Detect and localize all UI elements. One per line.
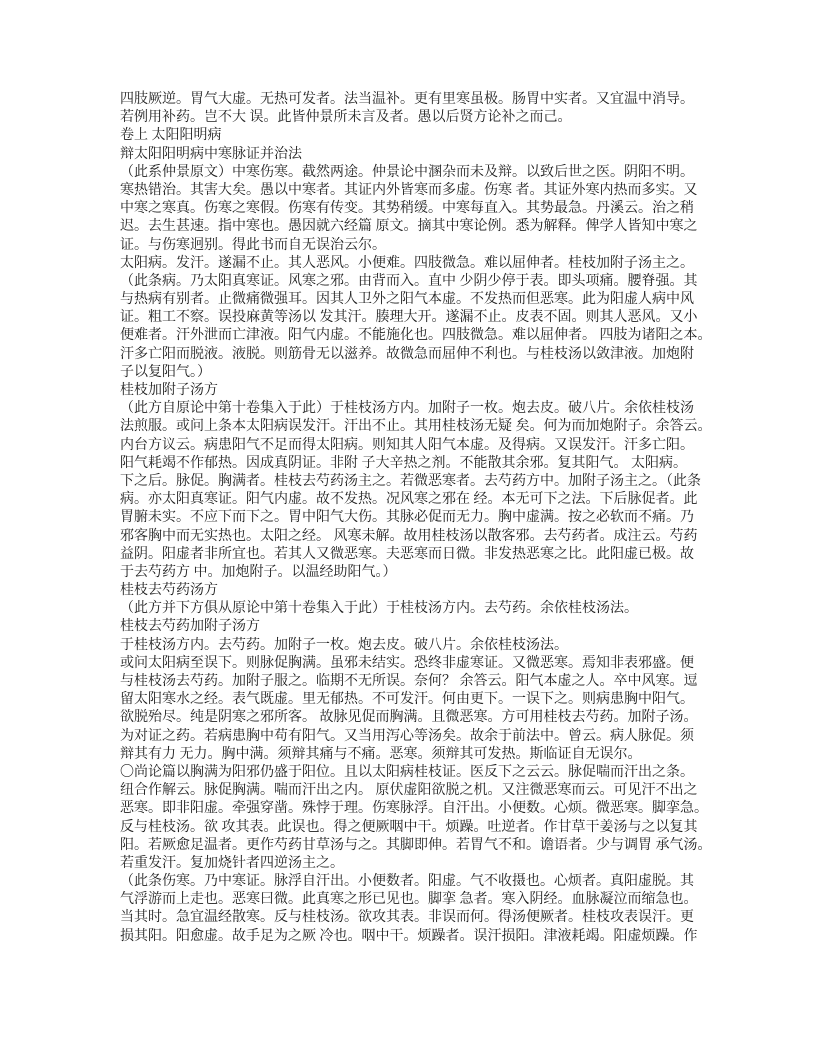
text-line: 太阳病。发汗。遂漏不止。其人恶风。小便难。四肢微急。难以屈伸者。桂枝加附子汤主之。 [120,255,694,271]
text-line: 寒热错治。其害大矣。愚以中寒者。其证内外皆寒而多虚。伤寒 者。其证外寒内热而多实。又 [120,182,698,198]
text-line: （此条伤寒。乃中寒证。脉浮自汗出。小便数者。阳虚。气不收摄也。心烦者。真阳虚脱。其 [120,874,694,890]
text-line: 法煎服。或问上条本太阳病误发汗。汗出不止。其用桂枝汤无疑 矣。何为而加炮附子。余答云。 [120,419,712,435]
text-line: 或问太阳病至误下。则脉促胸满。虽邪未结实。恐终非虚寒证。又微恶寒。焉知非表邪盛。便 [120,655,694,671]
text-line: 卷上 太阳阳明病 [120,128,222,144]
text-line: 证。与伤寒迥别。得此书而自无误治云尔。 [120,237,386,253]
text-line: 下之后。脉促。胸满者。桂枝去芍药汤主之。若微恶寒者。去芍药方中。加附子汤主之。（此条 [120,473,701,489]
text-line: 于去芍药方 中。加炮附子。以温经助阳气。） [120,564,397,580]
text-line: 损其阳。阳愈虚。故手足为之厥 冷也。咽中干。烦躁者。误汗损阳。津液耗竭。阳虚烦躁。作 [120,928,698,944]
text-line: 阳。若厥愈足温者。更作芍药甘草汤与之。其脚即伸。若胃气不和。谵语者。少与调胃 承气汤。 [120,837,712,853]
text-line: 便难者。汗外泄而亡津液。阳气内虚。不能施化也。四肢微急。难以屈伸者。 四肢为诸阳之本。 [120,328,712,344]
text-line: 与热病有别者。止微痛微强耳。因其人卫外之阳气本虚。不发热而但恶寒。此为阳虚人病中风 [120,292,694,308]
text-line: 阳气耗竭不作郁热。因成真阴证。非附 子大辛热之剂。不能散其余邪。复其阳气。 太阳病。 [120,455,687,471]
text-line: 病。亦太阳真寒证。阳气内虚。故不发热。况风寒之邪在 经。本无可下之法。下后脉促者。此 [120,492,698,508]
text-line: 留太阳寒水之经。表气既虚。里无郁热。不可发汗。何由更下。一误下之。则病患胸中阳气。 [120,692,694,708]
text-line: 若例用补药。岂不大 误。此皆仲景所未言及者。愚以后贤方论补之而己。 [120,110,572,126]
text-line: 桂枝去芍药汤方 [120,583,218,599]
text-line: 纽合作解云。脉促胸满。喘而汗出之内。 原伏虚阳欲脱之机。又注微恶寒而云。可见汗不出之 [120,783,698,799]
text-line: （此方自原论中第十卷集入于此）于桂枝汤方内。加附子一枚。炮去皮。破八片。余依桂枝汤 [120,401,694,417]
text-line: （此条病。乃太阳真寒证。风寒之邪。由背而入。直中 少阴少停于表。即头项痛。腰脊强。其 [120,273,698,289]
text-line: 子以复阳气。） [120,364,211,380]
text-line: 为对证之药。若病患胸中苟有阳气。又当用泻心等汤矣。故余于前法中。曾云。病人脉促。须 [120,728,694,744]
text-line: 迟。去生甚速。指中寒也。愚因就六经篇 原文。摘其中寒论例。悉为解释。俾学人皆知中寒之 [120,219,698,235]
text-line: 四肢厥逆。胃气大虚。无热可发者。法当温补。更有里寒虽极。肠胃中实者。又宜温中消导。 [120,92,694,107]
text-line: 恶寒。即非阳虚。牵强穿凿。殊悖于理。伤寒脉浮。自汗出。小便数。心烦。微恶寒。脚挛急。 [120,801,708,817]
text-line: 反与桂枝汤。欲 攻其表。此误也。得之便厥咽中干。烦躁。吐逆者。作甘草干姜汤与之以复其 [120,819,698,835]
text-line: 当其时。急宜温经散寒。反与桂枝汤。欲攻其表。非误而何。得汤便厥者。桂枝攻表误汗。更 [120,910,694,926]
text-line: 于桂枝汤方内。去芍药。加附子一枚。炮去皮。破八片。余依桂枝汤法。 [120,637,568,653]
text-line: 胃腑未实。不应下而下之。胃中阳气大伤。其脉必促而无力。胸中虚满。按之必软而不痛。乃 [120,510,694,526]
text-line: （此方并下方俱从原论中第十卷集入于此）于桂枝汤方内。去芍药。余依桂枝汤法。 [120,601,638,617]
text-line: 中寒之寒真。伤寒之寒假。伤寒有传变。其势稍缓。中寒每直入。其势最急。丹溪云。治之稍 [120,201,694,217]
text-line: 桂枝去芍药加附子汤方 [120,619,260,635]
text-line: 辩其有力 无力。胸中满。须辩其痛与不痛。恶寒。须辩其可发热。斯临证自无误尔。 [120,746,642,762]
text-line: 气浮游而上走也。恶寒曰微。此真寒之形已见也。脚挛 急者。寒入阴经。血脉凝泣而缩急也。 [120,892,698,908]
text-line: 证。粗工不察。误投麻黄等汤以 发其汗。腠理大开。遂漏不止。皮表不固。则其人恶风。又小 [120,310,698,326]
text-line: 辩太阳阳明病中寒脉证并治法 [120,146,302,162]
text-line: 〇尚论篇以胸满为阳邪仍盛于阳位。且以太阳病桂枝证。医反下之云云。脉促喘而汗出之条。 [120,764,694,780]
text-line: 若重发汗。复加烧针者四逆汤主之。 [120,855,344,871]
text-line: 益阴。阳虚者非所宜也。若其人又微恶寒。夫恶寒而日微。非发热恶寒之比。此阳虚已极。故 [120,546,694,562]
text-line: 邪客胸中而无实热也。太阳之经。 风寒未解。故用桂枝汤以散客邪。去芍药者。成注云。芍药 [120,528,698,544]
text-line: 欲脱殆尽。纯是阴寒之邪所客。 故脉见促而胸满。且微恶寒。方可用桂枝去芍药。加附子汤。 [120,710,698,726]
text-line: 与桂枝汤去芍药。加附子服之。临期不无所误。奈何？ 余答云。阳气本虚之人。卒中风寒。逗 [120,674,698,689]
text-line: 汗多亡阳而脱液。液脱。则筋骨无以滋养。故微急而屈伸不利也。与桂枝汤以敛津液。加炮附 [120,346,694,362]
document-text-block [120,91,712,946]
text-line: 桂枝加附子汤方 [120,383,218,398]
text-line: 内台方议云。病患阳气不足而得太阳病。则知其人阳气本虚。及得病。又误发汗。汗多亡阳。 [120,437,694,453]
text-line: （此系仲景原文）中寒伤寒。截然两途。仲景论中溷杂而未及辩。以致后世之医。阴阳不明。 [120,164,694,180]
